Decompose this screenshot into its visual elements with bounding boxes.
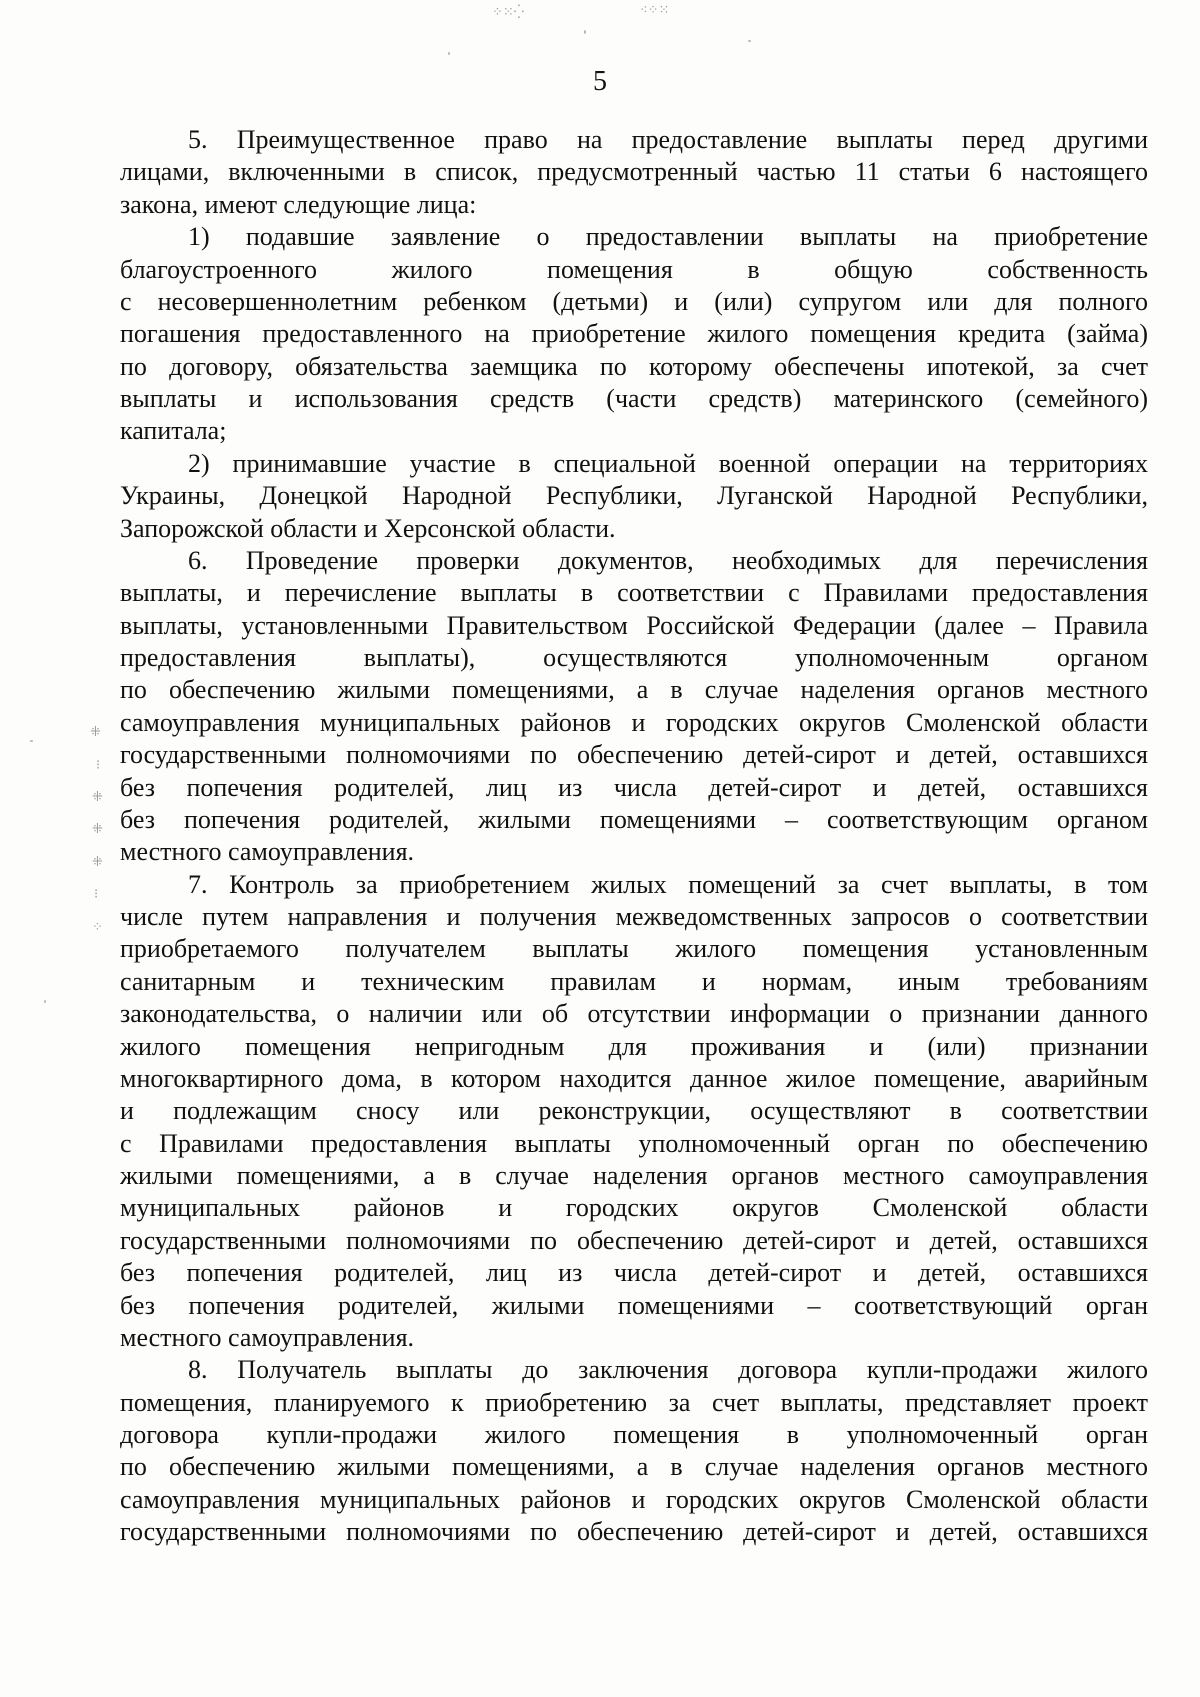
margin-mark-icon: ⁜: [92, 822, 103, 837]
text-line: местного самоуправления.: [120, 837, 415, 867]
margin-mark-icon: ⁜: [90, 725, 101, 740]
margin-mark-icon: ⁝: [96, 758, 101, 773]
text-line: без попечения родителей, лиц из числа детей-сирот и детей, оставшихся: [120, 772, 1148, 802]
text-line: 1) подавшие заявление о предоставлении выплаты на приобретение: [188, 222, 1148, 252]
text-line: государственными полномочиями по обеспечению детей-сирот и детей, оставшихся: [120, 740, 1148, 770]
scan-speck: [44, 1000, 46, 1003]
scan-speck: [30, 740, 33, 742]
margin-mark-icon: ⁘: [92, 920, 103, 935]
text-line: без попечения родителей, лиц из числа детей-сирот и детей, оставшихся: [120, 1258, 1148, 1288]
scan-speck: [448, 52, 450, 55]
scan-speck: [748, 40, 751, 42]
text-line: без попечения родителей, жилыми помещениями – соответствующим органом: [120, 804, 1148, 834]
margin-mark-icon: ⁜: [92, 855, 103, 870]
text-line: числе путем направления и получения межведомственных запросов о соответствии: [120, 902, 1148, 931]
text-line: законодательства, о наличии или об отсутствии информации о признании данного: [120, 999, 1148, 1029]
text-line: Запорожской области и Херсонской области.: [120, 513, 616, 543]
text-line: выплаты и использования средств (части средств) материнского (семейного): [120, 384, 1148, 413]
text-line: по договору, обязательства заемщика по которому обеспечены ипотекой, за счет: [120, 351, 1148, 381]
text-line: самоуправления муниципальных районов и городских округов Смоленской области: [120, 707, 1148, 737]
text-line: выплаты, и перечисление выплаты в соответствии с Правилами предоставления: [120, 578, 1148, 608]
text-line: приобретаемого получателем выплаты жилого помещения установленным: [120, 934, 1148, 964]
text-line: жилыми помещениями, а в случае наделения органов местного самоуправления: [120, 1161, 1148, 1190]
text-line: муниципальных районов и городских округов Смоленской области: [120, 1193, 1148, 1223]
margin-mark-icon: ⁝: [94, 887, 99, 902]
text-line: государственными полномочиями по обеспечению детей-сирот и детей, оставшихся: [120, 1225, 1148, 1255]
text-line: без попечения родителей, жилыми помещениями – соответствующий орган: [120, 1290, 1148, 1320]
page-number: 5: [593, 66, 607, 97]
text-line: местного самоуправления.: [120, 1322, 415, 1352]
text-line: санитарным и техническим правилам и нормам, иным требованиям: [120, 966, 1148, 996]
text-line: благоустроенного жилого помещения в общую собственность: [120, 254, 1148, 284]
text-line: предоставления выплаты), осуществляются уполномоченным органом: [120, 643, 1148, 672]
text-line: капитала;: [120, 416, 227, 446]
text-line: 6. Проведение проверки документов, необходимых для перечисления: [188, 545, 1148, 575]
document-body: [120, 124, 1148, 1549]
text-line: 2) принимавшие участие в специальной военной операции на территориях: [188, 448, 1148, 478]
margin-mark-icon: ⁜: [92, 790, 103, 805]
scan-speck: [584, 30, 586, 34]
text-line: с Правилами предоставления выплаты уполномоченный орган по обеспечению: [120, 1128, 1148, 1158]
text-line: 5. Преимущественное право на предоставление выплаты перед другими: [188, 125, 1148, 154]
text-line: договора купли-продажи жилого помещения в уполномоченный орган: [120, 1420, 1148, 1449]
text-line: погашения предоставленного на приобретение жилого помещения кредита (займа): [120, 319, 1148, 349]
text-line: помещения, планируемого к приобретению за счет выплаты, представляет проект: [120, 1387, 1148, 1417]
text-line: с несовершеннолетним ребенком (детьми) и (или) супругом или для полного: [120, 286, 1148, 316]
text-line: лицами, включенными в список, предусмотренный частью 11 статьи 6 настоящего: [120, 157, 1148, 187]
text-line: жилого помещения непригодным для проживания и (или) признании: [120, 1031, 1148, 1061]
scan-artifact-icon: ⁖⁘⁙: [640, 3, 670, 18]
text-line: государственными полномочиями по обеспечению детей-сирот и детей, оставшихся: [120, 1517, 1148, 1547]
text-line: и подлежащим сносу или реконструкции, осуществляют в соответствии: [120, 1096, 1148, 1126]
text-line: Украины, Донецкой Народной Республики, Луганской Народной Республики,: [120, 481, 1148, 511]
text-line: по обеспечению жилыми помещениями, а в случае наделения органов местного: [120, 1452, 1148, 1482]
text-line: по обеспечению жилыми помещениями, а в случае наделения органов местного: [120, 675, 1148, 705]
scan-artifact-icon: ⁘⁙⁛: [492, 5, 525, 20]
text-line: 7. Контроль за приобретением жилых помещений за счет выплаты, в том: [188, 869, 1148, 899]
text-line: закона, имеют следующие лица:: [120, 189, 477, 219]
text-line: многоквартирного дома, в котором находится данное жилое помещение, аварийным: [120, 1063, 1148, 1093]
text-line: 8. Получатель выплаты до заключения договора купли-продажи жилого: [188, 1355, 1148, 1385]
text-line: выплаты, установленными Правительством Российской Федерации (далее – Правила: [120, 610, 1148, 640]
text-line: самоуправления муниципальных районов и городских округов Смоленской области: [120, 1484, 1148, 1514]
